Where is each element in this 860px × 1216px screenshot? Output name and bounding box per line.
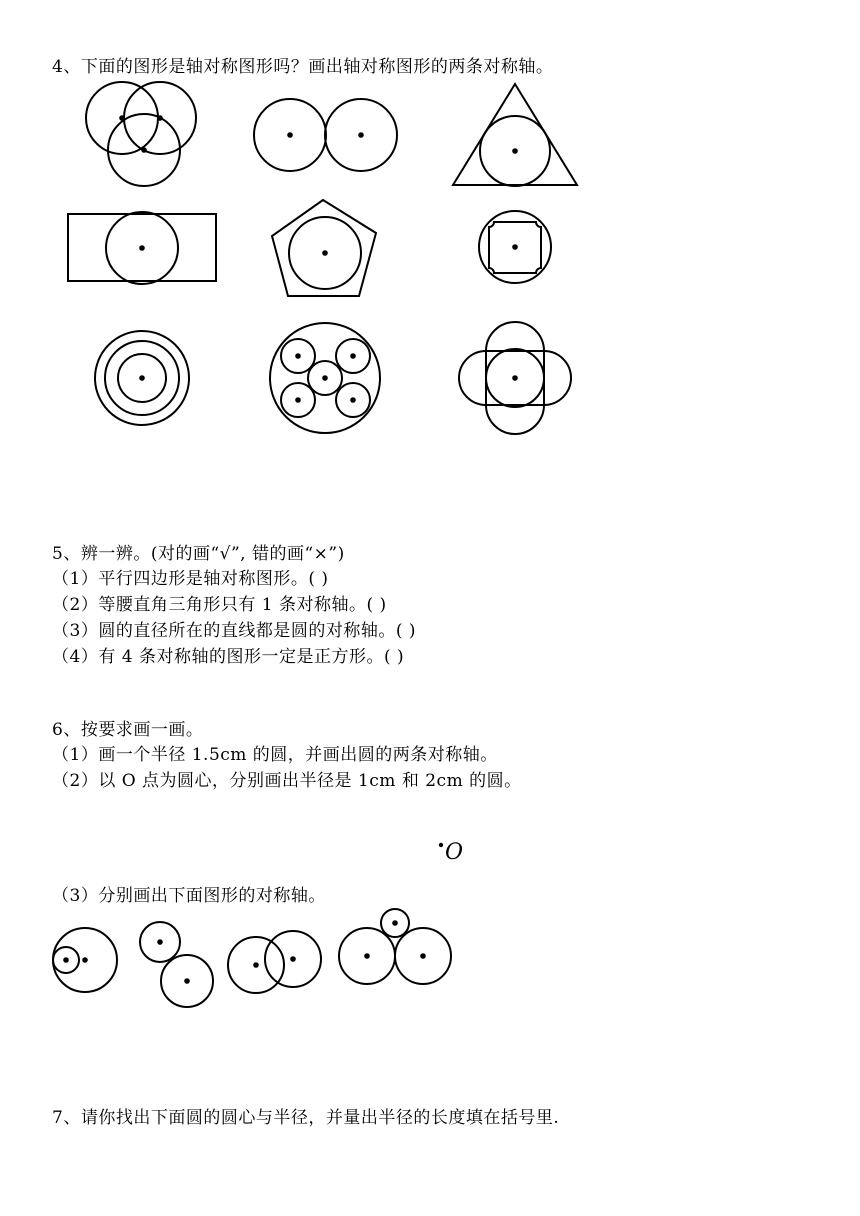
q6-item-3: （3）分别画出下面图形的对称轴。 (52, 886, 326, 906)
q7-title: 7、请你找出下面圆的圆心与半径，并量出半径的长度填在括号里. (52, 1108, 560, 1128)
q6-title: 6、按要求画一画。 (52, 720, 204, 740)
two-separate-circles-figure (140, 922, 213, 1007)
q6-item-1: （1）画一个半径 1.5cm 的圆，并画出圆的两条对称轴。 (52, 745, 498, 765)
two-intersecting-circles-figure (228, 931, 321, 993)
q5-title: 5、辨一辨。(对的画“√”, 错的画“×”) (52, 544, 345, 564)
point-o-label: O (445, 840, 464, 865)
q4-title: 4、下面的图形是轴对称图形吗？画出轴对称图形的两条对称轴。 (52, 57, 554, 77)
q5-item-1: （1）平行四边形是轴对称图形。( ) (52, 569, 329, 589)
big-and-small-circle-figure (53, 928, 117, 992)
q5-item-4: （4）有 4 条对称轴的图形一定是正方形。( ) (52, 647, 405, 667)
q5-item-3: （3）圆的直径所在的直线都是圆的对称轴。( ) (52, 621, 416, 641)
q6-item-2: （2）以 O 点为圆心，分别画出半径是 1cm 和 2cm 的圆。 (52, 771, 522, 791)
three-tangent-circles-figure (339, 909, 451, 984)
q5-item-2: （2）等腰直角三角形只有 1 条对称轴。( ) (52, 595, 387, 615)
